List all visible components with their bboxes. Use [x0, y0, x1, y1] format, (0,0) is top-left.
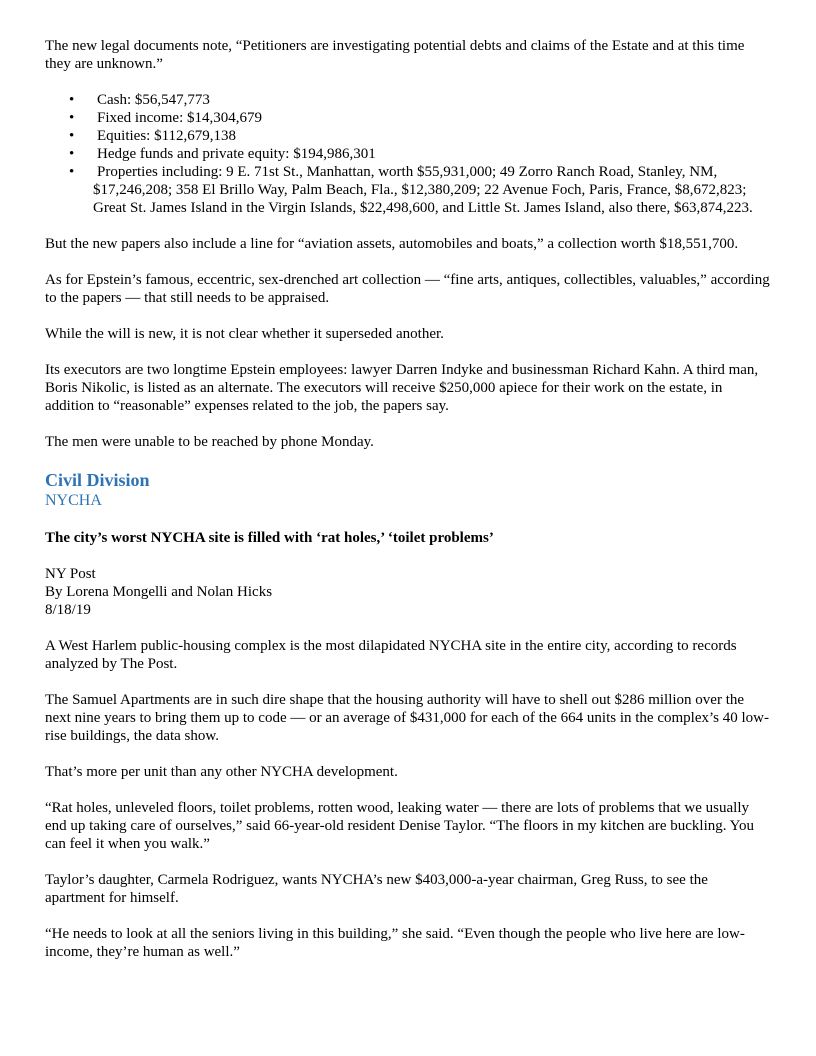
paragraph: The men were unable to be reached by phone Monday.: [45, 434, 374, 450]
article-paragraph: “Rat holes, unleveled floors, toilet problems, rotten wood, leaking water — there are lots of problems that we usually end up taking care of ourselves,” said 66-year-old resident Denise Taylor. “The floors in my kitchen are buckling. You can feel it when you walk.”: [45, 800, 755, 852]
list-item: • Hedge funds and private equity: $194,986,301: [93, 145, 771, 163]
section-subtitle: NYCHA: [45, 492, 102, 509]
article-paragraph: Taylor’s daughter, Carmela Rodriguez, wants NYCHA’s new $403,000-a-year chairman, Greg Russ, to see the apartment for himself.: [45, 872, 708, 906]
list-item: • Cash: $56,547,773: [93, 91, 771, 109]
article-paragraph: The Samuel Apartments are in such dire shape that the housing authority will have to shell out $286 million over the next nine years to bring them up to code — or an average of $431,000 for each of the 664 units in the complex’s 40 low-rise buildings, the data show.: [45, 692, 769, 744]
paragraph: While the will is new, it is not clear whether it superseded another.: [45, 326, 444, 342]
asset-list: [45, 91, 771, 217]
article-paragraph: That’s more per unit than any other NYCHA development.: [45, 764, 398, 780]
list-item: • Equities: $112,679,138: [93, 127, 771, 145]
article-paragraph: “He needs to look at all the seniors living in this building,” she said. “Even though the people who live here are low-income, they’re human as well.”: [45, 926, 745, 960]
article-paragraph: A West Harlem public-housing complex is the most dilapidated NYCHA site in the entire city, according to records analyzed by The Post.: [45, 638, 737, 672]
section-title: Civil Division: [45, 470, 150, 490]
article-byline: By Lorena Mongelli and Nolan Hicks: [45, 584, 273, 600]
paragraph: As for Epstein’s famous, eccentric, sex-drenched art collection — “fine arts, antiques, collectibles, valuables,” according to the papers — that still needs to be appraised.: [45, 272, 770, 306]
article-date: 8/18/19: [45, 602, 91, 618]
intro-paragraph: The new legal documents note, “Petitioners are investigating potential debts and claims of the Estate and at this time they are unknown.”: [45, 38, 745, 72]
list-item: • Fixed income: $14,304,679: [93, 109, 771, 127]
article-headline: The city’s worst NYCHA site is filled with ‘rat holes,’ ‘toilet problems’: [45, 530, 494, 546]
list-item: • Properties including: 9 E. 71st St., Manhattan, worth $55,931,000; 49 Zorro Ranch Road, Stanley, NM, $17,246,208; 358 El Brillo Way, Palm Beach, Fla., $12,380,209; 22 Avenue Foch, Paris, France, $8,672,823; Great St. James Island in the Virgin Islands, $22,498,600, and Little St. James Island, also there, $63,874,223.: [93, 163, 771, 217]
article-meta: [45, 565, 771, 619]
paragraph: But the new papers also include a line for “aviation assets, automobiles and boats,” a collection worth $18,551,700.: [45, 236, 739, 252]
article-source: NY Post: [45, 566, 96, 582]
paragraph: Its executors are two longtime Epstein employees: lawyer Darren Indyke and businessman Richard Kahn. A third man, Boris Nikolic, is listed as an alternate. The executors will receive $250,000 apiece for their work on the estate, in addition to “reasonable” expenses related to the job, the papers say.: [45, 362, 759, 414]
